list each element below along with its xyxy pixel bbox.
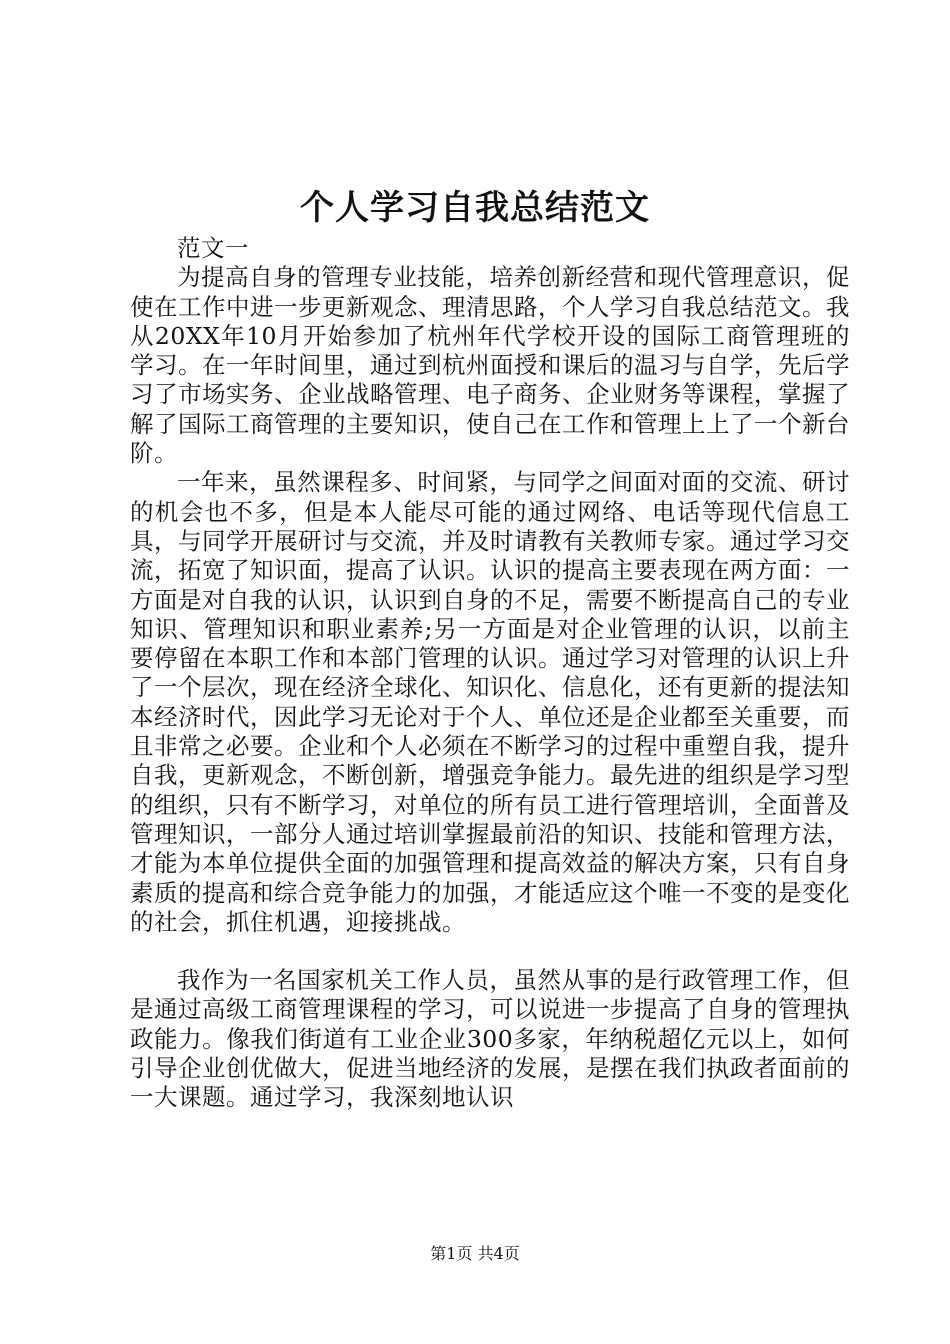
paragraph-2: 一年来，虽然课程多、时间紧，与同学之间面对面的交流、研讨的机会也不多，但是本人能尽可能的通过网络、电话等现代信息工具，与同学开展研讨与交流，并及时请教有关教师专家。通过学习交流，拓宽了知识面，提高了认识。认识的提高主要表现在两方面：一方面是对自我的认识，认识到自身的不足，需要不断提高自己的专业知识、管理知识和职业素养;另一方面是对企业管理的认识，以前主要停留在本职工作和本部门管理的认识。通过学习对管理的认识上升了一个层次，现在经济全球化、知识化、信息化，还有更新的提法知本经济时代，因此学习无论对于个人、单位还是企业都至关重要，而且非常之必要。企业和个人必须在不断学习的过程中重塑自我，提升自我，更新观念，不断创新，增强竞争能力。最先进的组织是学习型的组织，只有不断学习，对单位的所有员工进行管理培训，全面普及管理知识，一部分人通过培训掌握最前沿的知识、技能和管理方法，才能为本单位提供全面的加强管理和提高效益的解决方案，只有自身素质的提高和综合竞争能力的加强，才能适应这个唯一不变的是变化的社会，抓住机遇，迎接挑战。 xyxy=(130,468,850,936)
document-body xyxy=(130,234,850,1113)
paragraph-3: 我作为一名国家机关工作人员，虽然从事的是行政管理工作，但是通过高级工商管理课程的学习，可以说进一步提高了自身的管理执政能力。像我们街道有工业企业300多家，年纳税超亿元以上，如何引导企业创优做大，促进当地经济的发展，是摆在我们执政者面前的一大课题。通过学习，我深刻地认识 xyxy=(130,966,850,1112)
section-label: 范文一 xyxy=(177,234,249,262)
document-title: 个人学习自我总结范文 xyxy=(300,188,650,228)
paragraph-gap xyxy=(130,937,850,966)
page-footer: 第1页 共4页 xyxy=(430,1244,520,1263)
paragraph-1: 为提高自身的管理专业技能，培养创新经营和现代管理意识，促使在工作中进一步更新观念、理清思路，个人学习自我总结范文。我从20XX年10月开始参加了杭州年代学校开设的国际工商管理班的学习。在一年时间里，通过到杭州面授和课后的温习与自学，先后学习了市场实务、企业战略管理、电子商务、企业财务等课程，掌握了解了国际工商管理的主要知识，使自己在工作和管理上上了一个新台阶。 xyxy=(130,263,850,468)
